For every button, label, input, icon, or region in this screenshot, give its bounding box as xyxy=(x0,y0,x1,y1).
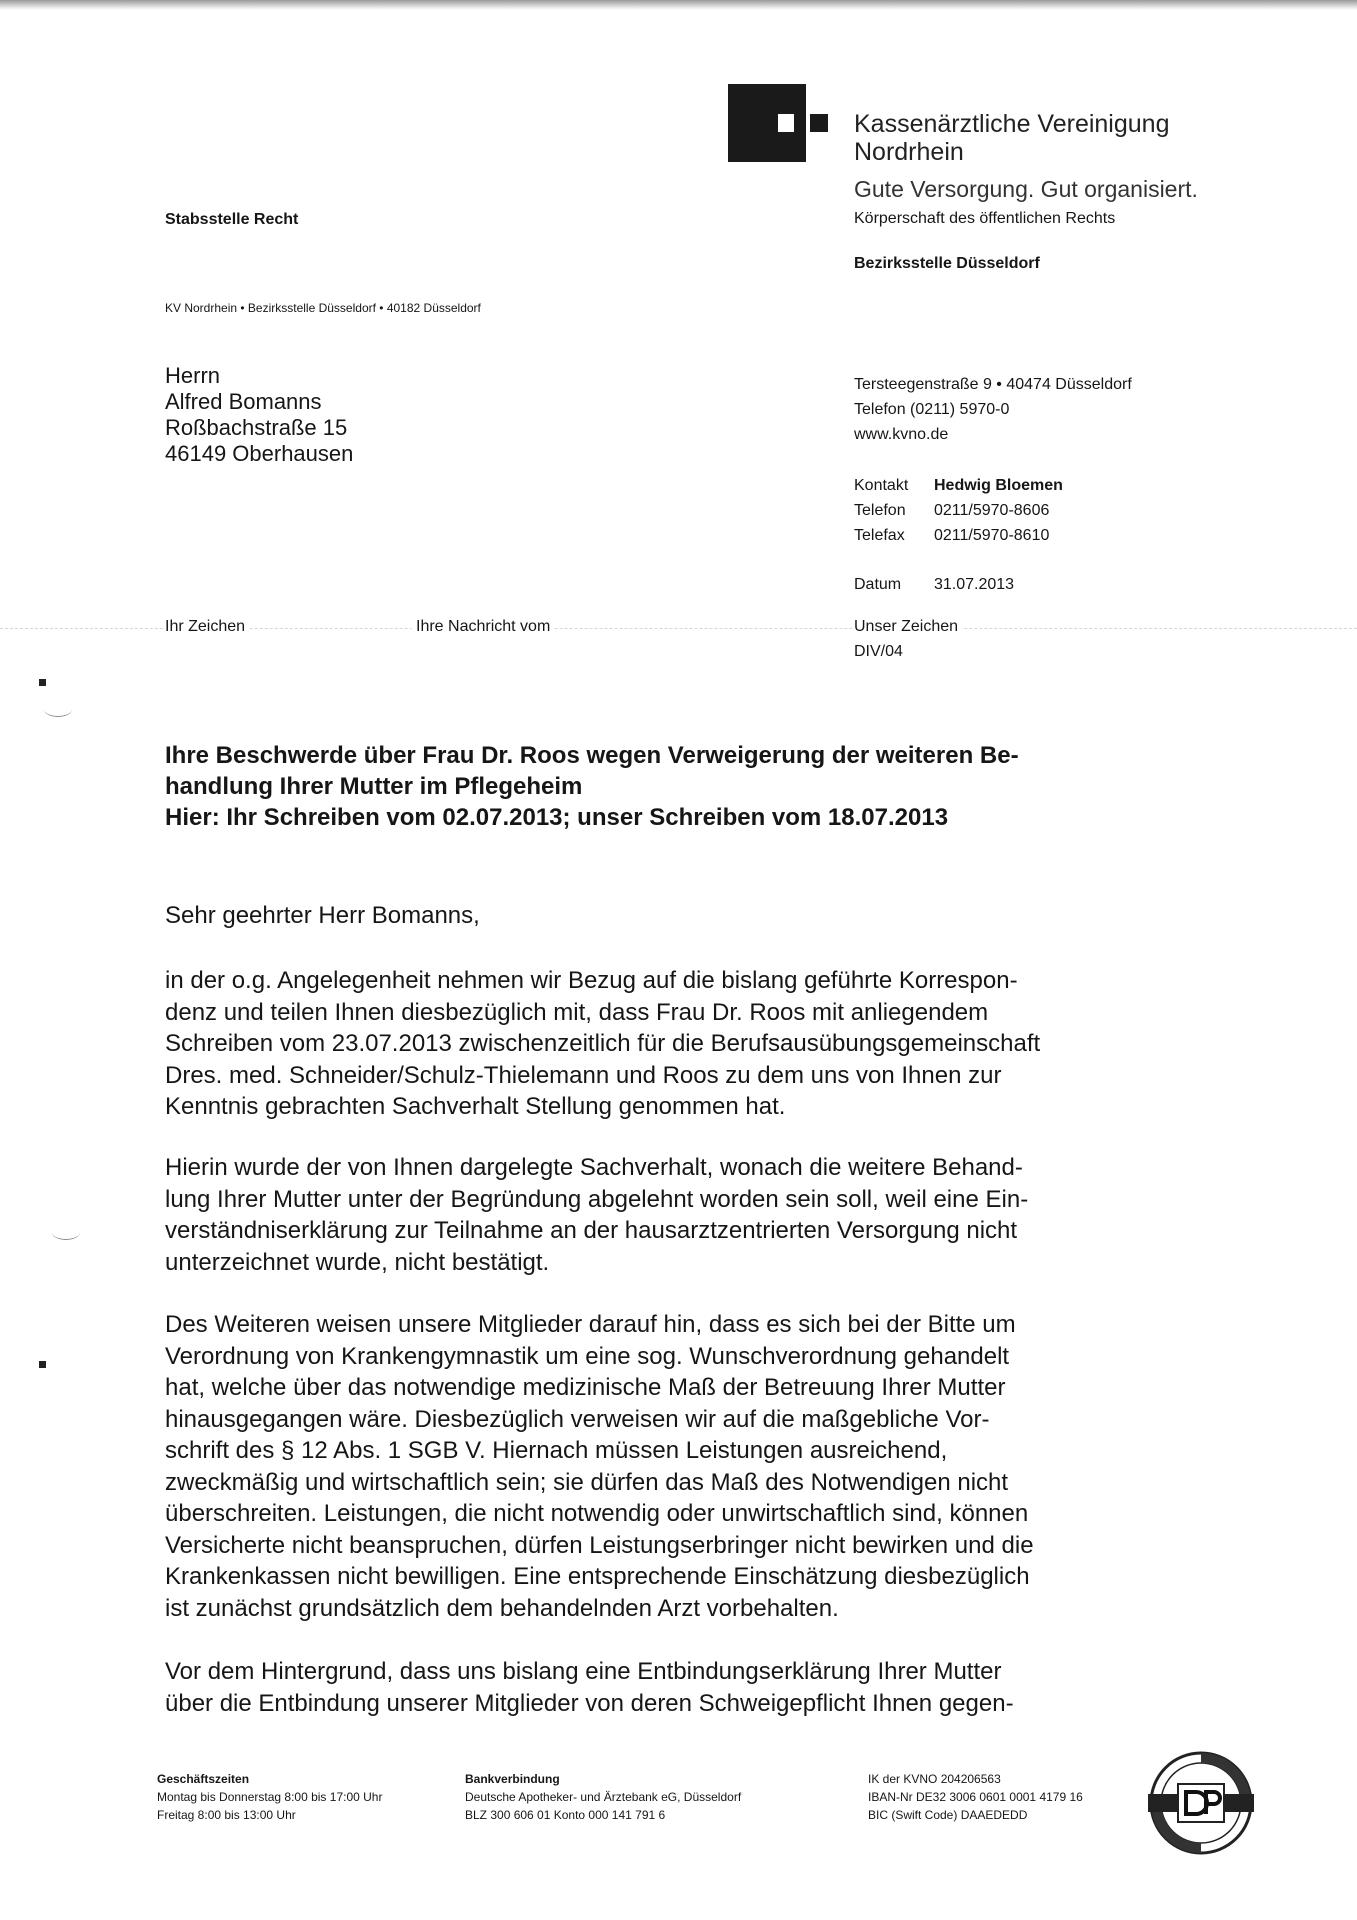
date-row xyxy=(854,572,1014,597)
kvno-logo-icon xyxy=(728,84,830,162)
footer-hours-title: Geschäftszeiten xyxy=(157,1772,250,1786)
recipient-block xyxy=(165,363,353,467)
department: Stabsstelle Recht xyxy=(165,211,299,228)
hole-punch-mark xyxy=(52,1225,80,1240)
paragraph-line: Des Weiteren weisen unsere Mitglieder darauf hin, dass es sich bei der Bitte um xyxy=(165,1311,1016,1338)
date-label: Datum xyxy=(854,576,902,593)
certification-seal-icon xyxy=(1148,1750,1254,1856)
contact-block xyxy=(854,473,1063,548)
ref-our-sign-block xyxy=(854,614,962,664)
office-name: Bezirksstelle Düsseldorf xyxy=(854,255,1040,272)
footer-bank-line2: BLZ 300 606 01 Konto 000 141 791 6 xyxy=(465,1808,666,1822)
ref-our-sign-value: DIV/04 xyxy=(854,643,903,660)
paragraph-line: unterzeichnet wurde, nicht bestätigt. xyxy=(165,1248,550,1276)
footer-ik: IK der KVNO 204206563 xyxy=(868,1772,1001,1786)
contact-fax-label: Telefax xyxy=(854,527,905,544)
recipient-salutation: Herrn xyxy=(165,363,221,388)
greeting: Sehr geehrter Herr Bomanns, xyxy=(165,902,480,929)
footer-bank xyxy=(465,1770,741,1824)
footer-iban: IBAN-Nr DE32 3006 0601 0001 4179 16 xyxy=(868,1790,1083,1804)
contact-phone-label: Telefon xyxy=(854,502,906,519)
contact-name: Hedwig Bloemen xyxy=(934,477,1063,494)
recipient-city: 46149 Oberhausen xyxy=(165,441,354,466)
ref-your-sign: Ihr Zeichen xyxy=(165,618,249,636)
slogan: Gute Versorgung. Gut organisiert. xyxy=(854,176,1198,202)
paragraph-2 xyxy=(165,1152,1175,1278)
sender-web: www.kvno.de xyxy=(854,426,949,443)
paragraph-line: Krankenkassen nicht bewilligen. Eine entsprechende Einschätzung diesbezüglich xyxy=(165,1563,1030,1590)
subject-line3: Hier: Ihr Schreiben vom 02.07.2013; unser Schreiben vom 18.07.2013 xyxy=(165,804,949,831)
paragraph-4 xyxy=(165,1656,1175,1719)
sender-address-block xyxy=(854,372,1132,447)
footer-hours-line2: Freitag 8:00 bis 13:00 Uhr xyxy=(157,1808,296,1822)
fold-mark-bullet xyxy=(39,679,46,686)
paragraph-line: lung Ihrer Mutter unter der Begründung abgelehnt worden sein soll, weil eine Ein- xyxy=(165,1185,1029,1213)
recipient-name: Alfred Bomanns xyxy=(165,389,322,414)
paragraph-1 xyxy=(165,965,1175,1123)
date-value: 31.07.2013 xyxy=(934,576,1015,593)
legal-form: Körperschaft des öffentlichen Rechts xyxy=(854,210,1116,227)
contact-fax: 0211/5970-8610 xyxy=(934,527,1050,544)
recipient-street: Roßbachstraße 15 xyxy=(165,415,348,440)
hole-punch-mark xyxy=(44,702,72,717)
paragraph-line: Dres. med. Schneider/Schulz-Thielemann und Roos zu dem uns von Ihnen zur xyxy=(165,1061,1002,1089)
footer-bic: BIC (Swift Code) DAAEDEDD xyxy=(868,1808,1028,1822)
paragraph-3 xyxy=(165,1309,1175,1624)
scan-edge xyxy=(0,0,1357,10)
footer-bank-title: Bankverbindung xyxy=(465,1772,560,1786)
ref-our-sign-label: Unser Zeichen xyxy=(854,614,962,639)
paragraph-line: verständniserklärung zur Teilnahme an der hausarztzentrierten Versorgung nicht xyxy=(165,1217,1018,1244)
fold-mark-bullet xyxy=(39,1361,46,1368)
footer-bank-line1: Deutsche Apotheker- und Ärztebank eG, Düsseldorf xyxy=(465,1790,742,1804)
paragraph-line: Kenntnis gebrachten Sachverhalt Stellung genommen hat. xyxy=(165,1093,786,1120)
paragraph-line: ist zunächst grundsätzlich dem behandelnden Arzt vorbehalten. xyxy=(165,1594,839,1622)
contact-phone: 0211/5970-8606 xyxy=(934,502,1050,519)
footer-hours-line1: Montag bis Donnerstag 8:00 bis 17:00 Uhr xyxy=(157,1790,383,1804)
paragraph-line: schrift des § 12 Abs. 1 SGB V. Hiernach müssen Leistungen ausreichend, xyxy=(165,1437,948,1464)
paragraph-line: in der o.g. Angelegenheit nehmen wir Bezug auf die bislang geführte Korrespon- xyxy=(165,967,1018,994)
return-address: KV Nordrhein • Bezirksstelle Düsseldorf • 40182 Düsseldorf xyxy=(165,301,481,315)
footer-hours xyxy=(157,1770,382,1824)
paragraph-line: Verordnung von Krankengymnastik um eine sog. Wunschverordnung gehandelt xyxy=(165,1342,1010,1370)
paragraph-line: Versicherte nicht beanspruchen, dürfen Leistungserbringer nicht bewirken und die xyxy=(165,1531,1034,1559)
contact-label: Kontakt xyxy=(854,477,909,494)
org-name-line2: Nordrhein xyxy=(854,138,964,166)
paragraph-line: hat, welche über das notwendige medizinische Maß der Betreuung Ihrer Mutter xyxy=(165,1374,1006,1401)
paragraph-line: hinausgegangen wäre. Diesbezüglich verweisen wir auf die maßgebliche Vor- xyxy=(165,1405,990,1433)
subject-block xyxy=(165,740,1019,833)
footer-ids xyxy=(868,1770,1083,1824)
ref-your-message: Ihre Nachricht vom xyxy=(412,618,554,636)
paragraph-line: Vor dem Hintergrund, dass uns bislang eine Entbindungserklärung Ihrer Mutter xyxy=(165,1658,1002,1685)
paragraph-line: Schreiben vom 23.07.2013 zwischenzeitlich für die Berufsausübungsgemeinschaft xyxy=(165,1030,1041,1057)
subject-line2: handlung Ihrer Mutter im Pflegeheim xyxy=(165,773,583,800)
sender-phone: Telefon (0211) 5970-0 xyxy=(854,401,1010,418)
paragraph-line: zweckmäßig und wirtschaftlich sein; sie dürfen das Maß des Notwendigen nicht xyxy=(165,1468,1009,1496)
paragraph-line: Hierin wurde der von Ihnen dargelegte Sachverhalt, wonach die weitere Behand- xyxy=(165,1154,1023,1181)
paragraph-line: überschreiten. Leistungen, die nicht notwendig oder unwirtschaftlich sind, können xyxy=(165,1500,1029,1527)
subject-line1: Ihre Beschwerde über Frau Dr. Roos wegen Verweigerung der weiteren Be- xyxy=(165,742,1019,769)
sender-street: Tersteegenstraße 9 • 40474 Düsseldorf xyxy=(854,376,1132,393)
paragraph-line: denz und teilen Ihnen diesbezüglich mit, dass Frau Dr. Roos mit anliegendem xyxy=(165,998,989,1026)
paragraph-line: über die Entbindung unserer Mitglieder von deren Schweigepflicht Ihnen gegen- xyxy=(165,1689,1014,1717)
org-name-line1: Kassenärztliche Vereinigung xyxy=(854,110,1170,138)
